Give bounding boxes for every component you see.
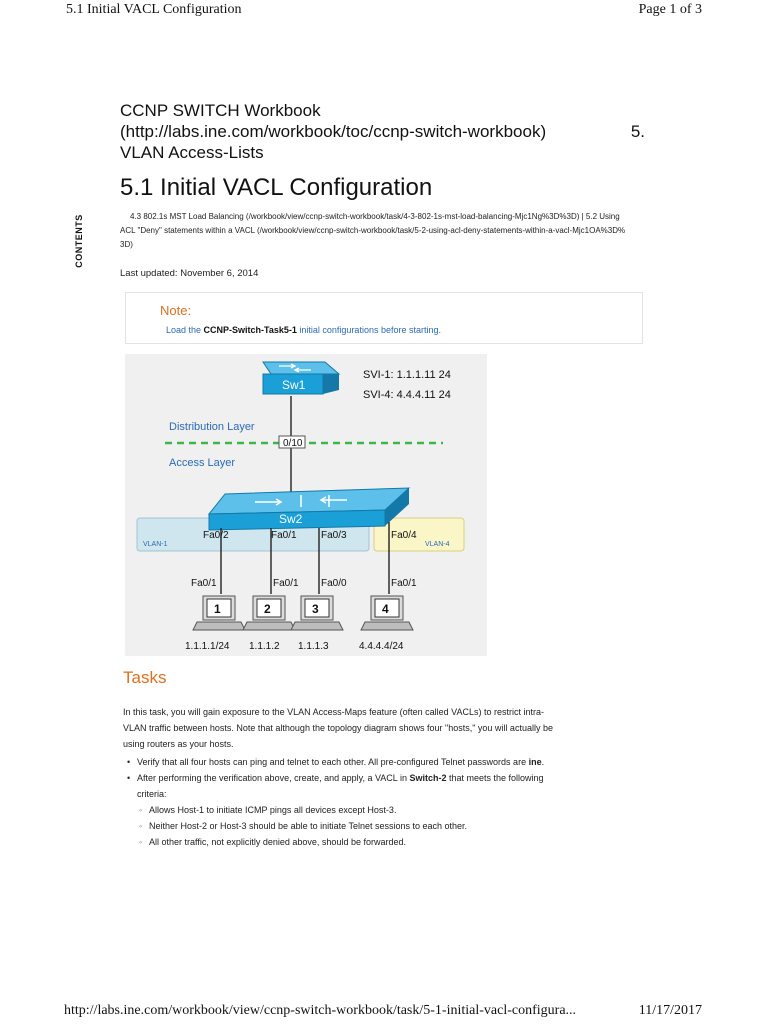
sub-list-item — [125, 834, 615, 850]
nav-link-line[interactable]: 4.3 802.1s MST Load Balancing (/workbook/view/ccnp-switch-workbook/task/4-3-802-1s-mst-load-balancing-Mjc1Ng%3D%3D) | 5.2 Using — [130, 212, 620, 221]
bullet-icon: • — [127, 757, 131, 767]
sub-list-item — [125, 802, 615, 818]
sw2-port-label: Fa0/1 — [271, 530, 297, 541]
tasks-heading: Tasks — [123, 668, 167, 687]
breadcrumb — [120, 100, 645, 163]
sub-bullet-icon: ◦ — [139, 805, 143, 815]
print-header — [0, 0, 768, 24]
last-updated: Last updated: November 6, 2014 — [120, 268, 259, 279]
nav-link-line[interactable]: ACL "Deny" statements within a VACL (/workbook/view/ccnp-switch-workbook/task/5-2-using-acl-deny-statements-within-a-vacl-Mjc1OA%3D% — [120, 226, 626, 235]
breadcrumb-section-number: 5. — [630, 122, 645, 141]
print-footer-url: http://labs.ine.com/workbook/view/ccnp-switch-workbook/task/5-1-initial-vacl-configura... — [64, 1003, 577, 1018]
print-header-title: 5.1 Initial VACL Configuration — [66, 2, 242, 17]
sub-bullet-text: All other traffic, not explicitly denied above, should be forwarded. — [149, 837, 406, 847]
sw2-switch-icon — [209, 488, 409, 530]
svi4-label: SVI-4: 4.4.4.11 24 — [363, 389, 451, 401]
sub-bullet-text: Neither Host-2 or Host-3 should be able to initiate Telnet sessions to each other. — [149, 821, 468, 831]
page-title: 5.1 Initial VACL Configuration — [120, 174, 433, 201]
intro-line: using routers as your hosts. — [123, 739, 234, 749]
print-header-page: Page 1 of 3 — [638, 2, 702, 17]
vlan4-label: VLAN-4 — [425, 541, 450, 548]
list-item — [125, 770, 615, 802]
note-text-post: initial configurations before starting. — [296, 325, 441, 335]
host-ip-label: 4.4.4.4/24 — [359, 641, 404, 652]
sub-bullet-text: Allows Host-1 to initiate ICMP pings all devices except Host-3. — [149, 805, 397, 815]
host-port-label: Fa0/1 — [391, 578, 417, 589]
sw2-port-label: Fa0/2 — [203, 530, 229, 541]
breadcrumb-workbook-link[interactable]: CCNP SWITCH Workbook — [120, 101, 321, 120]
note-config-name: CCNP-Switch-Task5-1 — [203, 325, 297, 335]
prev-next-links — [120, 210, 648, 252]
sub-bullet-icon: ◦ — [139, 837, 143, 847]
bullet-continuation: criteria: — [137, 789, 167, 799]
host-port-label: Fa0/0 — [321, 578, 347, 589]
sub-bullet-icon: ◦ — [139, 821, 143, 831]
uplink-port-label: 0/10 — [283, 438, 303, 449]
note-box — [125, 292, 643, 344]
host-port-label: Fa0/1 — [191, 578, 217, 589]
intro-line: VLAN traffic between hosts. Note that although the topology diagram shows four "hosts," you will actually be — [123, 723, 553, 733]
contents-tab-label: CONTENTS — [73, 214, 84, 268]
sw2-port-label: Fa0/4 — [391, 530, 417, 541]
note-heading: Note: — [160, 303, 192, 318]
host-ip-label: 1.1.1.1/24 — [185, 641, 230, 652]
note-body — [166, 325, 441, 335]
nav-link-line[interactable]: 3D) — [120, 240, 133, 249]
note-text-pre: Load the — [166, 325, 204, 335]
host-ip-label: 1.1.1.2 — [249, 641, 280, 652]
intro-line: In this task, you will gain exposure to the VLAN Access-Maps feature (often called VACLs) to restrict intra- — [123, 707, 545, 717]
topology-diagram — [125, 354, 487, 656]
sw2-label: Sw2 — [279, 512, 303, 526]
host-ip-label: 1.1.1.3 — [298, 641, 329, 652]
host3-number: 3 — [312, 602, 319, 616]
bullet-bold: ine — [528, 757, 542, 767]
host4-number: 4 — [382, 602, 389, 616]
vlan1-label: VLAN-1 — [143, 541, 168, 548]
topology-svg — [125, 354, 487, 656]
sub-list-item — [125, 818, 615, 834]
host1-number: 1 — [214, 602, 221, 616]
bullet-text: that meets the following — [446, 773, 544, 783]
task-intro — [123, 704, 613, 752]
host2-number: 2 — [264, 602, 271, 616]
bullet-bold: Switch-2 — [409, 773, 447, 783]
task-list — [125, 754, 615, 850]
bullet-icon: • — [127, 773, 131, 783]
sw1-label: Sw1 — [282, 378, 306, 392]
sw2-port-label: Fa0/3 — [321, 530, 347, 541]
breadcrumb-workbook-url[interactable]: (http://labs.ine.com/workbook/toc/ccnp-switch-workbook) — [120, 122, 547, 141]
bullet-text: Verify that all four hosts can ping and telnet to each other. All pre-configured Telnet passwords are — [137, 757, 529, 767]
bullet-text: . — [541, 757, 545, 767]
contents-sidebar-tab[interactable] — [66, 214, 96, 274]
host-port-label: Fa0/1 — [273, 578, 299, 589]
distribution-layer-label: Distribution Layer — [169, 421, 255, 433]
print-footer-date: 11/17/2017 — [638, 1003, 702, 1018]
list-item — [125, 754, 615, 770]
access-layer-label: Access Layer — [169, 457, 236, 469]
breadcrumb-section-title[interactable]: VLAN Access-Lists — [120, 143, 264, 162]
bullet-text: After performing the verification above, create, and apply, a VACL in — [137, 773, 410, 783]
svi1-label: SVI-1: 1.1.1.11 24 — [363, 369, 451, 381]
